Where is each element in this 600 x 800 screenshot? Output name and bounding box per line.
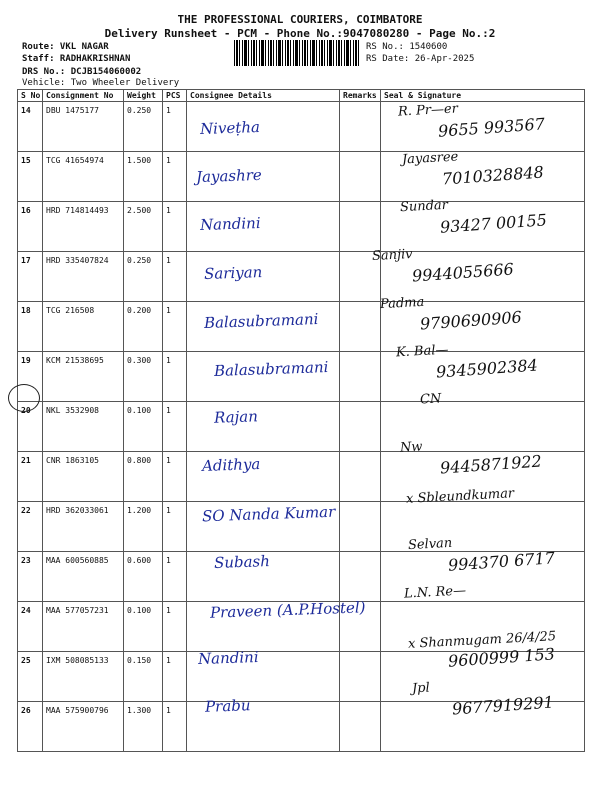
handwritten-signature: R. Pr—er [397,101,459,120]
handwritten-signature: Jayasree [401,149,459,168]
row-pcs: 1 [163,102,187,152]
staff-label: Staff: RADHAKRISHNAN [22,54,131,64]
row-weight: 0.300 [124,352,163,402]
row-sno: 21 [18,452,43,502]
row-remarks-cell [340,552,381,602]
handwritten-consignee-name: Subash [213,551,271,572]
handwritten-signature: Selvan [407,535,453,553]
row-consignment-no: KCM 21538695 [43,352,124,402]
row-consignment-no: MAA 575900796 [43,702,124,752]
row-consignment-no: DBU 1475177 [43,102,124,152]
row-consignment-no: NKL 3532908 [43,402,124,452]
row-weight: 0.800 [124,452,163,502]
row-pcs: 1 [163,302,187,352]
row-pcs: 1 [163,452,187,502]
rs-number: RS No.: 1540600 [366,42,448,52]
handwritten-signature: Sanjiv [371,246,413,264]
row-remarks-cell [340,502,381,552]
table-header-row [18,90,585,102]
row-remarks-cell [340,352,381,402]
row-pcs: 1 [163,702,187,752]
handwritten-signature: K. Bal— [395,342,449,361]
handwritten-signature: Padma [379,294,425,312]
row-sno: 14 [18,102,43,152]
handwritten-phone: 9445871922 [439,451,543,478]
col-consignee: Consignee Details [187,90,340,102]
row-weight: 0.250 [124,252,163,302]
row-weight: 0.600 [124,552,163,602]
row-remarks-cell [340,152,381,202]
row-weight: 1.500 [124,152,163,202]
row-remarks-cell [340,102,381,152]
row-consignment-no: MAA 577057231 [43,602,124,652]
col-sno: S No [18,90,43,102]
row-consignment-no: CNR 1863105 [43,452,124,502]
handwritten-signature: x Sbleundkumar [405,485,515,507]
handwritten-consignee-name: Praveen (A.P.Hostel) [209,598,366,622]
table-row [18,402,585,452]
row-weight: 1.300 [124,702,163,752]
handwritten-phone: 9677919291 [451,692,555,719]
company-title: THE PROFESSIONAL COURIERS, COIMBATORE [177,13,423,26]
row-sno: 26 [18,702,43,752]
col-remarks: Remarks [340,90,381,102]
row-sno: 24 [18,602,43,652]
row-consignee-cell [187,402,340,452]
row-consignment-no: TCG 41654974 [43,152,124,202]
row-remarks-cell [340,202,381,252]
row-pcs: 1 [163,252,187,302]
row-pcs: 1 [163,552,187,602]
handwritten-signature: L.N. Re— [403,583,467,602]
barcode [234,40,360,66]
handwritten-consignee-name: Rajan [213,407,259,427]
row-weight: 0.200 [124,302,163,352]
handwritten-phone: 9345902384 [435,355,539,382]
row-sno: 16 [18,202,43,252]
col-weight: Weight [124,90,163,102]
row-pcs: 1 [163,502,187,552]
col-pcs: PCS [163,90,187,102]
row-consignment-no: TCG 216508 [43,302,124,352]
row-sno: 19 [18,352,43,402]
row-consignment-no: MAA 600560885 [43,552,124,602]
handwritten-signature: x Shanmugam 26/4/25 [407,629,557,653]
handwritten-consignee-name: Prabu [204,696,251,717]
rs-date: RS Date: 26-Apr-2025 [366,54,475,64]
row-weight: 0.250 [124,102,163,152]
row-pcs: 1 [163,652,187,702]
row-weight: 0.100 [124,602,163,652]
row-pcs: 1 [163,202,187,252]
row-pcs: 1 [163,402,187,452]
handwritten-consignee-name: Sariyan [203,262,263,283]
handwritten-phone: 9600999 153 [447,644,556,671]
handwritten-signature: CN [419,391,442,408]
handwritten-phone: 9944055666 [411,259,515,286]
handwritten-consignee-name: Balasubramani [213,358,329,380]
col-seal-signature: Seal & Signature [381,90,585,102]
handwritten-consignee-name: Adithya [201,455,261,476]
row-sno: 17 [18,252,43,302]
row-pcs: 1 [163,152,187,202]
row-consignment-no: HRD 335407824 [43,252,124,302]
row-weight: 1.200 [124,502,163,552]
handwritten-signature: Nw [399,439,423,456]
row-consignment-no: HRD 714814493 [43,202,124,252]
row-weight: 0.100 [124,402,163,452]
circled-row-mark [8,384,40,412]
row-weight: 0.150 [124,652,163,702]
row-consignment-no: HRD 362033061 [43,502,124,552]
row-pcs: 1 [163,352,187,402]
row-remarks-cell [340,652,381,702]
handwritten-consignee-name: Niveṭha [199,117,261,139]
row-pcs: 1 [163,602,187,652]
handwritten-consignee-name: Balasubramani [203,309,319,332]
row-remarks-cell [340,702,381,752]
handwritten-consignee-name: Nandini [199,214,261,235]
handwritten-phone: 9655 993567 [437,114,546,141]
handwritten-consignee-name: Jayashre [195,166,263,187]
row-sno: 15 [18,152,43,202]
handwritten-phone: 7010328848 [441,162,545,189]
drs-label: DRS No.: DCJB154060002 [22,67,142,77]
row-sno: 23 [18,552,43,602]
row-sno: 25 [18,652,43,702]
handwritten-phone: 93427 00155 [439,210,548,238]
route-label: Route: VKL NAGAR [22,42,109,52]
row-remarks-cell [340,302,381,352]
runsheet-subtitle: Delivery Runsheet - PCM - Phone No.:9047080280 - Page No.:2 [104,27,496,40]
col-consignment: Consignment No [43,90,124,102]
handwritten-signature: Jpl [411,680,431,697]
row-consignment-no: IXM 508085133 [43,652,124,702]
handwritten-consignee-name: SO Nanda Kumar [201,502,336,525]
handwritten-phone: 9790690906 [419,307,523,334]
handwritten-phone: 994370 6717 [447,548,556,575]
handwritten-signature: Sundar [399,198,449,216]
vehicle-label: Vehicle: Two Wheeler Delivery [22,78,180,88]
row-weight: 2.500 [124,202,163,252]
row-sno: 18 [18,302,43,352]
row-sno: 20 [18,402,43,452]
row-sno: 22 [18,502,43,552]
handwritten-consignee-name: Nandini [197,648,259,669]
row-remarks-cell [340,452,381,502]
row-remarks-cell [340,402,381,452]
